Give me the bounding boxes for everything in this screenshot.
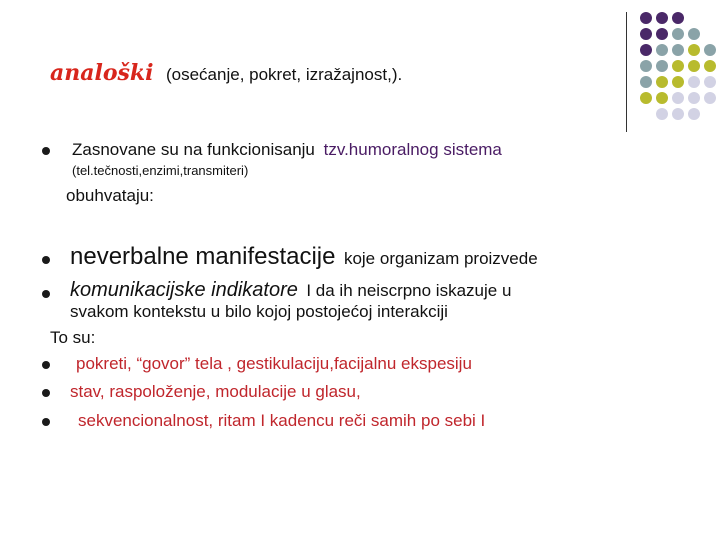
dot	[656, 108, 668, 120]
bullet	[42, 389, 50, 397]
dot	[672, 44, 684, 56]
dot	[640, 60, 652, 72]
item-neverbalne-small: koje organizam proizvede	[343, 249, 538, 268]
dot	[656, 92, 668, 104]
dot	[656, 28, 668, 40]
line-humoral-sub: (tel.tečnosti,enzimi,transmiteri)	[72, 163, 249, 178]
list-item: pokreti, “govor” tela , gestikulaciju,facijalnu ekspesiju	[76, 354, 472, 373]
list-item: sekvencionalnost, ritam I kadencu reči samih po sebi I	[78, 411, 486, 430]
dot	[704, 76, 716, 88]
dot	[688, 44, 700, 56]
obuhvataju-label: obuhvataju:	[66, 186, 154, 205]
bullet	[42, 418, 50, 426]
line-humoral	[72, 140, 502, 160]
list-item: stav, raspoloženje, modulacije u glasu,	[70, 382, 361, 401]
item-komunikacijske-small: I da ih neiscrpno iskazuje u	[306, 281, 512, 300]
dot	[656, 12, 668, 24]
dot	[704, 92, 716, 104]
dot	[640, 76, 652, 88]
bullet	[42, 290, 50, 298]
dot	[672, 12, 684, 24]
divider-line	[626, 12, 627, 132]
dot	[672, 92, 684, 104]
dot	[688, 28, 700, 40]
dot	[640, 92, 652, 104]
dot	[656, 60, 668, 72]
dot	[640, 28, 652, 40]
dot	[656, 76, 668, 88]
to-su-label: To su:	[50, 328, 96, 347]
dot	[688, 76, 700, 88]
item-neverbalne	[70, 243, 538, 271]
dot	[672, 28, 684, 40]
slide-title	[50, 60, 402, 86]
bullet	[42, 147, 50, 155]
dot	[704, 44, 716, 56]
dot	[672, 76, 684, 88]
dot	[640, 12, 652, 24]
bullet	[42, 361, 50, 369]
dot	[656, 44, 668, 56]
dot	[688, 92, 700, 104]
dot	[640, 44, 652, 56]
line-humoral-highlight: tzv.humoralnog sistema	[323, 140, 502, 159]
item-komunikacijske-big: komunikacijske indikatore	[70, 279, 298, 301]
bullet	[42, 256, 50, 264]
dot	[688, 108, 700, 120]
item-komunikacijske	[70, 279, 511, 302]
item-neverbalne-big: neverbalne manifestacije	[70, 243, 336, 270]
title-word: analoški	[50, 60, 154, 86]
line-humoral-prefix: Zasnovane su na funkcionisanju	[72, 140, 315, 159]
dot	[672, 108, 684, 120]
dot	[672, 60, 684, 72]
item-komunikacijske-cont: svakom kontekstu u bilo kojoj postojećoj interakciji	[70, 302, 448, 321]
title-parenthetical: (osećanje, pokret, izražajnost,).	[165, 65, 403, 84]
dot	[704, 60, 716, 72]
dot	[688, 60, 700, 72]
